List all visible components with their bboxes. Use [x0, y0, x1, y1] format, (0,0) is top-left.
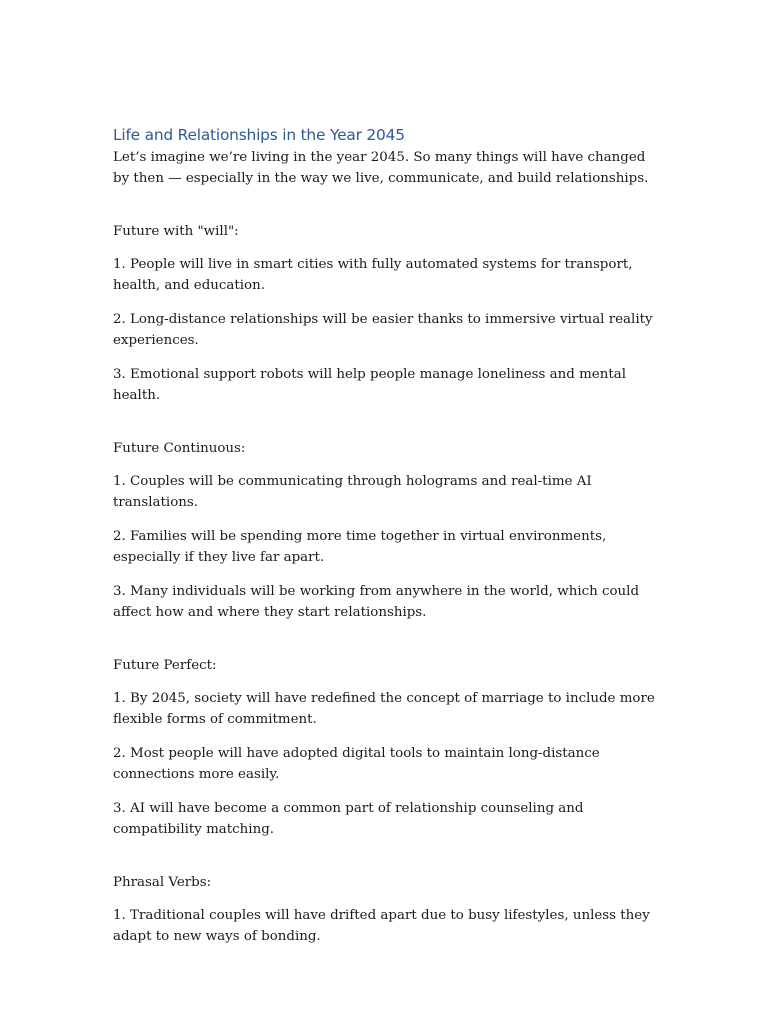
section-heading: Future Perfect:: [113, 658, 217, 673]
section-phrasal-verbs: [113, 872, 658, 947]
section-future-will: [113, 221, 658, 406]
list-item: 2. Families will be spending more time together in virtual environments, especially if they live far apart.: [113, 529, 607, 565]
list-item: 3. AI will have become a common part of relationship counseling and compatibility matching.: [113, 801, 584, 837]
list-item: 3. Emotional support robots will help people manage loneliness and mental health.: [113, 367, 626, 403]
list-item: 1. Couples will be communicating through holograms and real-time AI translations.: [113, 474, 592, 510]
list-item: 1. Traditional couples will have drifted apart due to busy lifestyles, unless they adapt to new ways of bonding.: [113, 908, 650, 944]
list-item: 1. By 2045, society will have redefined the concept of marriage to include more flexible forms of commitment.: [113, 691, 655, 727]
section-heading: Phrasal Verbs:: [113, 875, 212, 890]
document-title: Life and Relationships in the Year 2045: [113, 126, 405, 144]
section-heading: Future Continuous:: [113, 441, 246, 456]
intro-paragraph: Let’s imagine we’re living in the year 2045. So many things will have changed by then — especially in the way we live, communicate, and build relationships.: [113, 150, 649, 186]
list-item: 1. People will live in smart cities with fully automated systems for transport, health, and education.: [113, 257, 633, 293]
list-item: 2. Most people will have adopted digital tools to maintain long-distance connections more easily.: [113, 746, 600, 782]
section-future-perfect: [113, 655, 658, 840]
document-page: [113, 124, 658, 960]
list-item: 2. Long-distance relationships will be easier thanks to immersive virtual reality experiences.: [113, 312, 653, 348]
list-item: 3. Many individuals will be working from anywhere in the world, which could affect how and where they start relationships.: [113, 584, 640, 620]
section-future-continuous: [113, 438, 658, 623]
section-heading: Future with "will":: [113, 224, 239, 239]
